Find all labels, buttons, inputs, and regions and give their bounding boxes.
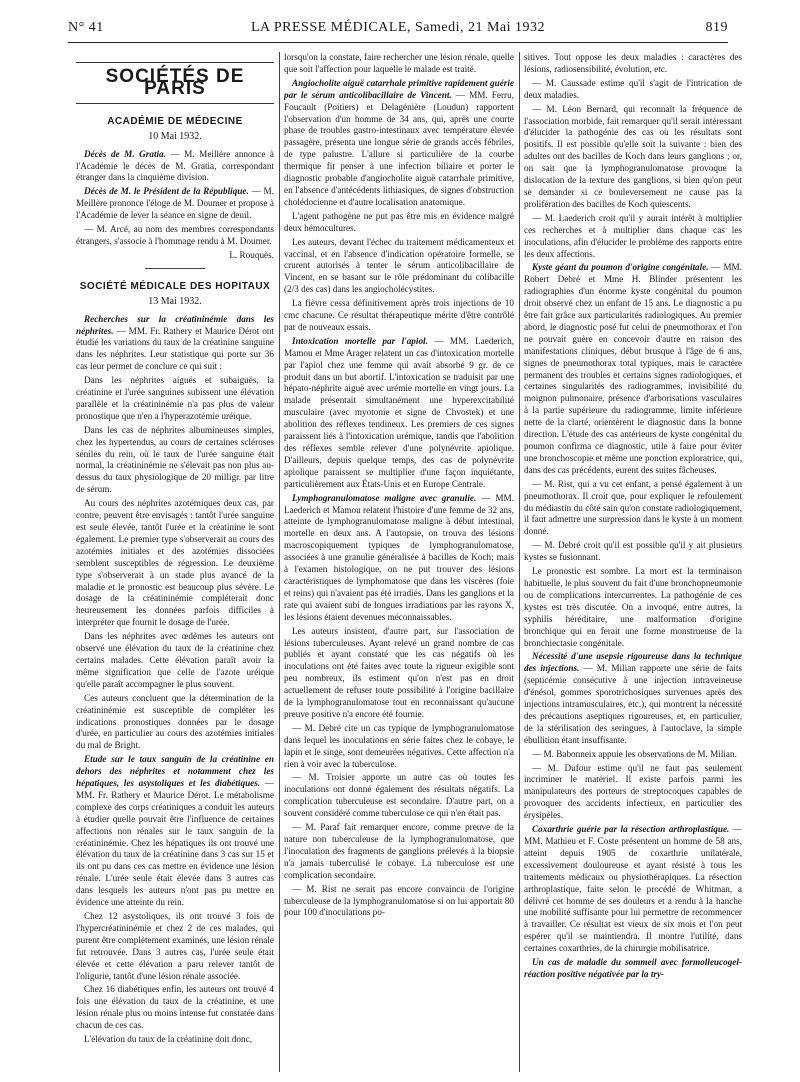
paragraph: Dans les néphrites avec œdèmes les auteurs ont observé une élévation du taux de la créatinine chez certains malades. Cette élévation paraît avoir la même signification que celle de l'azote uréique qu'elle paraît accompagner le plus souvent. (76, 631, 274, 689)
journal-title: LA PRESSE MÉDICALE, Samedi, 21 Mai 1932 (250, 20, 546, 35)
paragraph: L'agent pathogène ne put pas être mis en évidence malgré deux hémocultures. (284, 210, 514, 233)
paragraph: Lymphogranulomatose maligne avec granulie. — MM. Laederich et Mamou relatent l'histoire d'une femme de 32 ans, atteinte de lymphogranulomatose maligne à début intestinal, mortelle en deux ans. A l'autopsie, on trouva des lésions macroscopiquement typiques de lymphogranulomatose, associées à une granulie généralisée à bacilles de Koch; mais à l'examen histologique, on ne put trouver des lésions caractéristiques de lymphomatose que dans les viscères (foie et reins) qui n'avaient pas été irradiés. Dans les ganglions et la rate qui avaient subi de longues irradiations par les rayons X, les lésions étaient devenues méconnaissables. (284, 492, 514, 622)
paragraph: — M. Debré cite un cas typique de lymphogranulomatose dans lequel les inoculations en série faites chez le cobaye, le lapin et le singe, sont demeurées négatives. Cette affection n'a rien à voir avec la tuberculose. (284, 722, 514, 769)
paragraph: — M. Léon Bernard, qui reconnaît la fréquence de l'association morbide, fait remarquer qu'il serait intéressant d'élucider la pathogénie des cas où les résultats sont positifs. Il est possible qu'elle soit la suivante : bien des adultes ont des bacilles de Koch dans leurs ganglions ; or, on sait que la lymphogranulomatose provoque la dislocation de la texture des ganglions, si bien qu'on peut se demander si ce bouleversement ne cause pas la prolifération des bacilles de Koch quiescents. (524, 103, 742, 209)
paragraph: — M. Babonneix appuie les observations de M. Milian. (532, 748, 737, 759)
signature: L. Rouquès. (229, 249, 274, 260)
column-1 (76, 52, 274, 1072)
society-title: SOCIÉTÉ MÉDICALE DES HOPITAUX (79, 280, 271, 292)
paragraph: — M. Rist, qui a vu cet enfant, a pensé également à un pneumothorax. Il croit que, pour expliquer le refoulement du médiastin du côté sain qu'on constate radiologiquement, il faut admettre une surpression dans le kyste à un moment donné. (524, 478, 742, 537)
paragraph: Dans les néphrites aiguës et subaiguës, la créatinine et l'urée sanguines subissent une élévation parallèle et la créatininémie n'a pas plus de valeur pronostique que n'en a l'hyperazotémie uréique. (76, 375, 274, 421)
paragraph: — M. Rist ne serait pas encore convaincu de l'origine tuberculeuse de la lymphogranulomatose si on lui apportait 80 pour 100 d'inoculations po- (284, 883, 514, 918)
column-2 (284, 52, 514, 1072)
column-3 (524, 52, 742, 1072)
academy-title: ACADÉMIE DE MÉDECINE (107, 115, 243, 127)
paragraph: L'élévation du taux de la créatinine doit donc, (84, 1034, 252, 1045)
header-rule (68, 42, 728, 43)
paragraph: lorsqu'on la constate, faire rechercher une lésion rénale, quelle que soit l'affection pour laquelle le malade est traité. (284, 52, 514, 74)
paragraph: Les auteurs, devant l'échec du traitement médicamenteux et vaccinal, et en l'absence d'indication opératoire formelle, se crurent autorisés à tenter le sérum anticolibacillaire de Vincent, en se basant sur le rôle prédominant du colibacille (2/3 des cas) dans les angiocholécystites. (284, 236, 514, 295)
academy-date: 10 Mai 1932. (148, 130, 202, 142)
paragraph: Dans les cas de néphrites albumineuses simples, chez les hypertendus, au cours de certaines scléroses séniles du rein, où le taux de l'urée sanguine était normal, la créatininémie ne s'élevait pas non plus au-dessus du taux physiologique de 20 milligr. par litre de sérum. (76, 424, 274, 495)
column-divider (279, 52, 280, 1072)
paragraph: Décès de M. le Président de la République. — M. Meillère prononce l'éloge de M. Doumer et propose à l'Académie de lever la séance en signe de deuil. (76, 186, 274, 221)
issue-number: N° 41 (68, 20, 104, 35)
paragraph: Les auteurs insistent, d'autre part, sur l'association de lésions tuberculeuses. Ayant relevé un grand nombre de cas publiés et ayant constaté que les cas négatifs où les inoculations ont été faites avec toute la rigueur exigible sont peu nombreux, ils estiment qu'on n'est pas en droit actuellement de refuser toute possibilité à l'origine bacillaire de la lymphogranulomatose tout en reconnaissant qu'aucune preuve positive n'a encore été fournie. (284, 625, 514, 719)
paragraph: Coxarthrie guérie par la résection arthroplastique. — MM. Mathieu et F. Coste présentent un homme de 58 ans, atteint depuis 1905 de coxarthrie unilatérale, excessivement douloureuse et ayant résisté à tous les traitements médicaux ou physiothérapiques. La résection arthroplastique, faite selon le procédé de Whitman, a délivré cet homme de ses douleurs et a rendu à la hanche une mobilité suffisante pour lui permettre de recommencer à travailler. Ce résultat est vieux de six mois et l'on peut espérer qu'il se maintiendra. Il montre l'utilité, dans certaines coxarthries, de la chirurgie mobilisatrice. (524, 824, 742, 954)
paragraph: — M. Laederich croit qu'il y aurait intérêt à multiplier ces recherches et à multiplier dans chaque cas les inoculations, afin d'élucider le problème des rapports entre les deux affections. (524, 212, 742, 259)
paragraph: — M. Paraf fait remarquer encore, comme preuve de la nature non tuberculeuse de la lymphogranulomatose, que l'inoculation des fragments de ganglions prélevés à la biopsie n'a jamais tuberculisé le cobaye. La tuberculose est une complication secondaire. (284, 822, 514, 880)
paragraph: Ces auteurs concluent que la détermination de la créatininémie est susceptible de compléter les indications pronostiques données par le dosage d'urée, en particulier au cours des azotémies initiales du mal de Bright. (76, 692, 274, 751)
paragraph: sitives. Tout oppose les deux maladies : caractères des lésions, radiosensibilité, évolution, etc. (524, 52, 742, 74)
paragraph: Etude sur le taux sanguin de la créatinine en dehors des néphrites et notamment chez les hépatiques, les asystoliques et les diabétiques. — MM. Fr. Rathery et Maurice Dérot. Le métabolisme complexe des corps créatiniques a conduit les auteurs à étudier quelle pouvait être l'influence de certaines affections non rénales sur le taux sanguin de la créatininémie. Chez les hépatiques ils ont trouvé une élévation du taux de la créatinine dans 3 cas sur 15 et ils ont pu dans ces cas mettre en évidence une lésion rénale. L'urée seule était élevée dans 3 autres cas dans lesquels les auteurs n'ont pas pu mettre en évidence une atteinte du rein. (76, 754, 274, 908)
paragraph: — M. Dufour estime qu'il ne faut pas seulement incriminer le matériel. Il existe parfois parmi les manipulateurs des porteurs de streptocoques capables de provoquer des accidents infectieux, en particulier des érysipèles. (524, 762, 742, 821)
paragraph: Recherches sur la créatininémie dans les néphrites. — MM. Fr. Rathery et Maurice Dérot ont étudié les variations du taux de la créatinine sanguine dans les néphrites. Leur statistique qui porte sur 36 cas leur permet de conclure ce qui suit : (76, 313, 274, 372)
separator (145, 268, 205, 269)
paragraph: Intoxication mortelle par l'apiol. — MM. Laederich, Mamou et Mme Arager relatent un cas d'intoxication mortelle par l'apiol chez une femme qui avait absorbé 9 gr. de ce produit dans un but abortif. L'intoxication se traduisit par une hépato-néphrite aiguë avec urémie mortelle en vingt jours. La malade présentait simultanément une hyperexcitabilité musculaire (avec myotonie et signe de Chvostek) et une abolition des réflexes tendineux. Les premiers de ces signes paraissent liés à l'intoxication urémique, tandis que l'abolition des réflexes semble relever d'une polynévrite apiolique. D'ailleurs, depuis quelque temps, des cas de polynévrite apiolique paraissent se multiplier d'une façon inquiétante, particulièrement aux États-Unis et en Europe Centrale. (284, 335, 514, 489)
paragraph: La fièvre cessa définitivement après trois injections de 10 cmc chacune. Ce résultat thérapeutique mérite d'être contrôlé par de nouveaux essais. (284, 298, 514, 332)
paragraph: Kyste géant du poumon d'origine congénitale. — MM. Robert Debré et Mme H. Blinder présentent les radiographies d'un énorme kyste congénital du poumon droit observé chez un enfant de 15 ans. Le diagnostic a pu être fait grâce aux particularités radiologiques. Au premier abord, le diagnostic posé fut celui de pneumothorax et l'on ne pouvait guère en concevoir d'autre en raison des manifestations cliniques, début brusque à l'âge de 6 ans, signes de pneumothorax total typiques, mais le caractère permanent des troubles et certains signes radiologiques, et certaines singularités des radiogrammes, invisibilité du moignon pulmonaire, présence d'arborisations vasculaires à la partie supérieure du radiogramme, limite inférieure nette de la clarté, orientèrent le diagnostic dans la bonne direction. L'étude des cas antérieurs de kyste congénital du poumon confirma ce diagnostic, utile à faire pour éviter une bronchoscopie et même une ponction exploratrice, qui, dans des cas précédents, eurent des suites fâcheuses. (524, 262, 742, 475)
page-header (68, 20, 728, 40)
society-date: 13 Mai 1932. (148, 295, 202, 307)
paragraph: — M. Arcé, au nom des membres correspondants étrangers, s'associe à l'hommage rendu à M. Doumer. (76, 224, 274, 246)
paragraph: Chez 16 diabétiques enfin, les auteurs ont trouvé 4 fois une élévation du taux de la créatinine, et une lésion rénale plus ou moins intense fut constatée dans chacun de ces cas. (76, 984, 274, 1031)
column-divider (519, 52, 520, 1072)
section-title: SOCIÉTÉS DE PARIS (76, 62, 274, 104)
paragraph: Nécessité d'une asepsie rigoureuse dans la technique des injections. — M. Milian rapporte une série de faits (septicémie consécutive à une injection intraveineuse d'énésol, gommes sporotrichosiques survenues après des injections intramusculaires, etc.), qui montrent la nécessité des précautions aseptiques rigoureuses, et, en particulier, de la stérilisation des seringues, à l'autoclave, la simple ébullition étant insuffisante. (524, 651, 742, 745)
paragraph: — M. Troisier apporte un autre cas où toutes les inoculations ont donné également des résultats négatifs. La complication tuberculeuse est secondaire. D'autre part, on a souvent considéré comme tuberculose ce qui n'en était pas. (284, 772, 514, 819)
paragraph: Un cas de maladie du sommeil avec formolleucogel-réaction positive négativée par la try- (524, 957, 742, 979)
page-number: 819 (705, 20, 728, 35)
paragraph: Au cours des néphrites azotémiques deux cas, par contre, peuvent être envisagés : tantôt l'urée sanguine est seule élevée, tantôt l'urée et la créatinine le sont également. Le premier type s'observerait au cours des azotémies initiales et des azotémies dissociées semblent susceptibles de régression. Le deuxième type s'observerait à un stade plus avancé de la maladie et le pronostic est beaucoup plus sévère. Le dosage de la créatininémie compléterait donc heureusement les données parfois difficiles à interpréter que fournit le dosage de l'urée. (76, 498, 274, 628)
paragraph: Le pronostic est sombre. La mort est la terminaison habituelle, le plus souvent du fait d'une bronchopneumonie ou de complications intercurrentes. La pathogénie de ces kystes est très discutée. On a invoqué, entre autres, la syphilis héréditaire, une malformation d'origine bronchique qui en ferait une forme monstrueuse de la bronchiectasie congénitale. (524, 566, 742, 648)
paragraph: — M. Caussade estime qu'il s'agit de l'intrication de deux maladies. (524, 77, 742, 100)
paragraph: Chez 12 asystoliques, ils ont trouvé 3 fois de l'hypercréatininémie et chez 2 de ces malades, qui purent être complètement examinés, une lésion rénale fut retrouvée. Dans 3 autres cas, l'urée seule était élevée et cette élévation a paru relever tantôt de l'oligurie, tantôt d'une lésion rénale associée. (76, 911, 274, 981)
paragraph: — M. Debré croit qu'il est possible qu'il y ait plusieurs kystes se fusionnant. (524, 540, 742, 563)
paragraph: Angiocholite aiguë catarrhale primitive rapidement guérie par le sérum anticolibacillaire de Vincent. — MM. Ferru, Foucault (Poitiers) et Delagénière (Loudun) rapportent l'observation d'un homme de 34 ans, qui, après une courte phase de troubles gastro-intestinaux avec température élevée passagère, présenta une longue série de grands accès fébriles, de type palustre. L'allure si particulière de la courbe thermique fit penser à une infection biliaire et porter le diagnostic probable d'angiocholite aiguë catarrhale primitive, en l'absence d'antécédents lithiasiques, de signes d'obstruction cholédocienne et d'autre localisation anatomique. (284, 77, 514, 207)
paragraph: Décès de M. Gratia. — M. Meillère annonce à l'Académie le décès de M. Gratia, correspondant étranger dans la cinquième division. (76, 148, 274, 183)
